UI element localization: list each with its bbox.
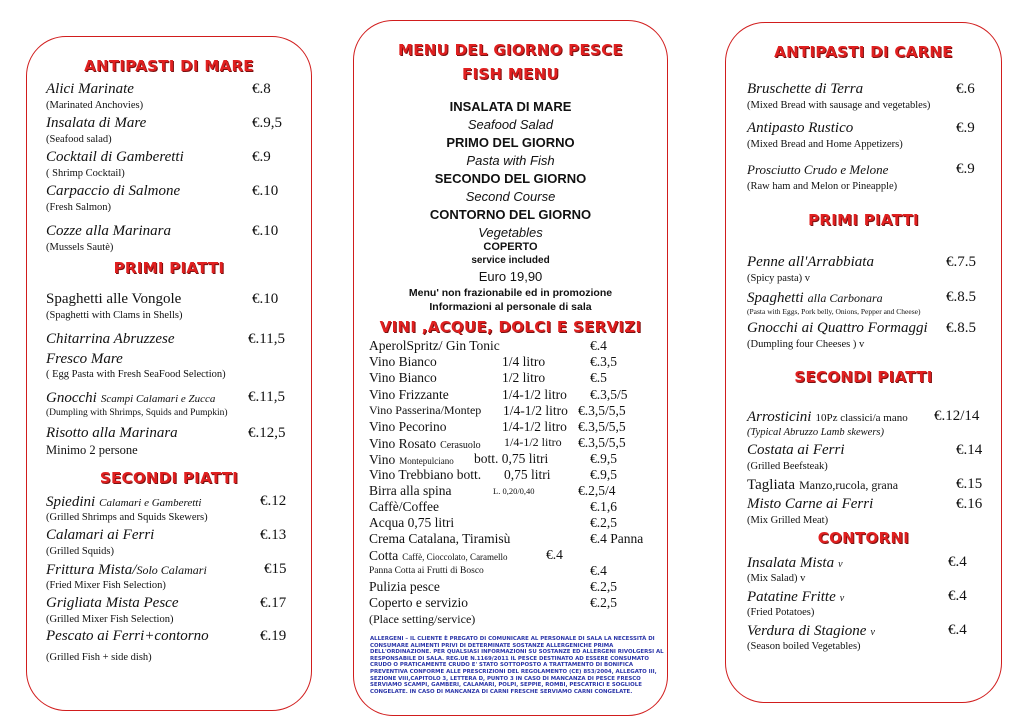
- menu-item-price: €.9: [956, 161, 975, 177]
- menu-item-price: €.10: [252, 291, 279, 307]
- menu-item-name: Verdura di Stagione: [747, 623, 867, 639]
- course-desc: Second Course: [465, 189, 556, 204]
- drink-price: €.3,5/5: [590, 387, 628, 402]
- drink-price: €.4 Panna: [590, 531, 644, 546]
- drink-qty: 1/2 litro: [502, 370, 546, 385]
- menu-item-name: Patatine Fritte: [747, 589, 836, 605]
- menu-item-price: €.8: [252, 81, 271, 97]
- menu-item-desc: (Mixed Bread and Home Appetizers): [747, 139, 903, 150]
- menu-item-name: Frittura Mista/: [46, 562, 137, 578]
- drink-name: Pulizia pesce: [369, 579, 440, 594]
- drink-qty: L. 0,20/0,40: [493, 486, 535, 496]
- coperto-label: COPERTO: [483, 241, 538, 253]
- menu-item-name-row: [46, 493, 201, 511]
- drink-name: Caffè/Coffee: [369, 499, 439, 514]
- menu-item-desc: (Dumpling with Shrimps, Squids and Pumpkin): [46, 408, 228, 418]
- drink-name: Cotta: [369, 548, 399, 563]
- menu-item-desc: (Mixed Bread with sausage and vegetables): [747, 100, 931, 111]
- menu-item-name-row: [747, 289, 883, 307]
- course-desc: Seafood Salad: [467, 117, 554, 132]
- drink-name: (Place setting/service): [369, 612, 476, 626]
- menu-item-name: Gnocchi ai Quattro Formaggi: [747, 320, 928, 336]
- drink-qty: 0,75 litri: [504, 467, 551, 482]
- menu-item-price: €.12,5: [248, 425, 286, 441]
- drink-qty: bott. 0,75 litri: [474, 451, 549, 466]
- menu-item-price: €.11,5: [248, 331, 285, 347]
- menu-item-name-row: [747, 622, 875, 640]
- menu-item-desc: (Pasta with Eggs, Pork belly, Onions, Pepper and Cheese): [747, 307, 921, 316]
- menu-item-name: Cozze alla Marinara: [46, 223, 172, 239]
- drink-price: €.3,5/5,5: [578, 419, 626, 434]
- section-title-contorni: CONTORNI: [817, 529, 910, 547]
- menu-item-name: Insalata Mista: [747, 555, 835, 571]
- menu-item-desc: (Seafood salad): [46, 134, 112, 145]
- menu-item-name: Penne all'Arrabbiata: [747, 254, 874, 270]
- menu-item-price: €.12/14: [934, 408, 980, 424]
- menu-item-name-detail: Calamari e Gamberetti: [99, 497, 202, 509]
- menu-panel-right: [725, 22, 1002, 703]
- course-desc: Vegetables: [478, 225, 543, 240]
- menu-item-name: Spaghetti: [747, 290, 804, 306]
- menu-item-name: Chitarrina Abruzzese: [46, 331, 175, 347]
- menu-item-price: €.12: [260, 493, 287, 509]
- menu-item-desc: ( Shrimp Cocktail): [46, 168, 125, 179]
- menu-item-price: €.9: [252, 149, 271, 165]
- menu-item-name: Bruschette di Terra: [747, 81, 864, 97]
- section-title-antipasti-carne: ANTIPASTI DI CARNE: [774, 43, 953, 61]
- drink-name-detail: Montepulciano: [399, 456, 454, 466]
- veg-mark: v: [839, 593, 845, 604]
- section-title-secondi: SECONDI PIATTI: [794, 368, 933, 386]
- menu-item-name-row: [46, 561, 207, 579]
- menu-item-name-detail: Manzo,rucola, grana: [799, 478, 899, 492]
- menu-item-price: €.8.5: [946, 289, 976, 305]
- drink-price: €.2,5: [590, 515, 617, 530]
- menu-item-price: €.10: [252, 223, 279, 239]
- menu-item-name-detail: Solo Calamari: [136, 563, 207, 577]
- drink-qty: 1/4-1/2 litro: [502, 387, 567, 402]
- menu-item-desc: (Fresh Salmon): [46, 202, 112, 213]
- menu-item-name-detail: alla Carbonara: [807, 291, 883, 305]
- menu-item-price: €.7.5: [946, 254, 976, 270]
- menu-item-price: €.11,5: [248, 389, 285, 405]
- menu-item-name: Antipasto Rustico: [747, 120, 854, 136]
- menu-item-price: €.4: [948, 554, 967, 570]
- menu-item-name: Calamari ai Ferri: [46, 527, 155, 543]
- drink-name: Vino Bianco: [369, 354, 437, 369]
- drink-price: €.2,5: [590, 579, 617, 594]
- menu-item-name: Arrosticini: [747, 409, 812, 425]
- menu-item-desc: (Grilled Mixer Fish Selection): [46, 614, 174, 625]
- menu-item-price: €.4: [948, 588, 967, 604]
- section-title-primi: PRIMI PIATTI: [808, 211, 919, 229]
- drink-name: Coperto e servizio: [369, 595, 468, 610]
- drink-price: €.2,5: [590, 595, 617, 610]
- veg-mark: v: [838, 559, 843, 570]
- menu-item-name: Costata ai Ferri: [747, 442, 845, 458]
- course-name: SECONDO DEL GIORNO: [434, 171, 587, 186]
- drink-name: Birra alla spina: [369, 483, 452, 498]
- menu-item-desc: (Grilled Shrimps and Squids Skewers): [46, 512, 208, 523]
- menu-item-name-row: [747, 408, 908, 426]
- menu-item-name: Alici Marinate: [46, 81, 134, 97]
- drink-price: €.9,5: [590, 451, 617, 466]
- menu-panel-left: [26, 36, 312, 711]
- menu-item-name: Prosciutto Crudo e Melone: [747, 162, 889, 177]
- course-name: INSALATA DI MARE: [449, 99, 572, 114]
- drink-name: Vino Rosato: [369, 436, 437, 451]
- menu-item-desc: (Mussels Sautè): [46, 242, 114, 253]
- drink-price: €.3,5/5,5: [578, 403, 626, 418]
- drink-qty: 1/4 litro: [502, 354, 546, 369]
- menu-item-desc: (Grilled Squids): [46, 546, 114, 557]
- drink-name-row: [369, 547, 508, 565]
- menu-item-desc: Minimo 2 persone: [46, 443, 138, 457]
- section-title-menu-giorno: MENU DEL GIORNO PESCE: [398, 41, 623, 59]
- drink-name-detail: Cerasuolo: [440, 440, 481, 451]
- menu-item-name: Insalata di Mare: [46, 115, 147, 131]
- section-title-fish-menu: FISH MENU: [461, 65, 559, 83]
- menu-item-name-detail: 10Pz classici/a mano: [815, 412, 908, 424]
- drink-name: Vino Trebbiano bott.: [369, 467, 482, 482]
- course-desc: Pasta with Fish: [466, 153, 555, 168]
- menu-item-price: €.19: [260, 628, 287, 644]
- menu-item-name: Carpaccio di Salmone: [46, 183, 181, 199]
- menu-item-desc: (Spaghetti with Clams in Shells): [46, 310, 183, 321]
- menu-item-name: Pescato ai Ferri+contorno: [46, 628, 209, 644]
- drink-price: €.1,6: [590, 499, 617, 514]
- drink-qty: 1/4-1/2 litro: [504, 435, 562, 449]
- menu-item-name-row: [46, 389, 215, 407]
- menu-item-desc: (Spicy pasta) v: [747, 273, 810, 284]
- menu-item-price: €.13: [260, 527, 287, 543]
- section-title-secondi: SECONDI PIATTI: [99, 469, 239, 487]
- menu-item-price: €.6: [956, 81, 975, 97]
- menu-item-name: Risotto alla Marinara: [46, 425, 178, 441]
- drink-price: €.3,5: [590, 354, 617, 369]
- drink-price: €.5: [590, 370, 607, 385]
- menu-item-name: Cocktail di Gamberetti: [46, 149, 184, 165]
- menu-item-price: €.8.5: [946, 320, 976, 336]
- menu-item-price: €.10: [252, 183, 279, 199]
- menu-item-name-row: [747, 588, 844, 606]
- menu-item-name: Misto Carne ai Ferri: [747, 496, 874, 512]
- drink-price: €.4: [590, 338, 607, 353]
- menu-item-name-row: [747, 476, 898, 494]
- drink-name: Vino: [369, 452, 396, 467]
- menu-item-price: €.9: [956, 120, 975, 136]
- drink-name: Crema Catalana, Tiramisù: [369, 531, 511, 546]
- veg-mark: v: [870, 627, 875, 638]
- drink-price: €.4: [590, 563, 607, 578]
- menu-item-desc: (Fried Mixer Fish Selection): [46, 580, 166, 591]
- menu-item-desc: (Season boiled Vegetables): [747, 641, 861, 652]
- drink-name: Vino Frizzante: [369, 387, 449, 402]
- menu-item-name-row: [747, 554, 843, 572]
- section-title-primi: PRIMI PIATTI: [113, 259, 225, 277]
- info-note: Informazioni al personale di sala: [429, 301, 592, 313]
- menu-item-name-detail: Scampi Calamari e Zucca: [100, 393, 216, 405]
- drink-price: €.9,5: [590, 467, 617, 482]
- drink-qty: 1/4-1/2 litro: [503, 403, 568, 418]
- drink-name: Vino Pecorino: [369, 419, 447, 434]
- menu-item-name: Spiedini: [46, 494, 96, 510]
- drink-name-detail: Caffè, Cioccolato, Caramello: [402, 552, 508, 562]
- drink-price: €.3,5/5,5: [578, 435, 626, 450]
- menu-item-price: €.16: [956, 496, 983, 512]
- allergen-notice: ALLERGENI – IL CLIENTE È PREGATO DI COMUNICARE AL PERSONALE DI SALA LA NECESSITÀ DI CONSUMARE ALIMENTI PRIVI DI DETERMINATE SOSTANZE ALLERGENICHE PRIMA DELL'ORDINAZIONE. PER QUALSIASI INFORMAZIONI SU SOSTANZE ED ALLERGENI RIVOLGERSI AL RESPONSABILE DI SALA. REG.UE N.1169/2011 IL PESCE DESTINATO AD ESSERE CONSUMATO CRUDO O PRATICAMENTE CRUDO E' STATO SOTTOPOSTO A TRATTAMENTO DI BONIFICA PREVENTIVA CONFORME ALLE PRESCRIZIONI DEL REGOLAMENTO (CE) 853/2004, ALLEGATO III, SEZIONE VIII,CAPITOLO 3, LETTERA D, PUNTO 3 IN CASO DI MANCANZA DI PESCE FRESCO SERVIAMO SCAMPI, GAMBERI, CALAMARI, POLPI, SEPPIE, ROMBI, PESCATRICI E SOGLIOLE CONGELATE. IN CASO DI MANCANZA DI CARNI FRESCHE SERVIAMO CARNI CONGELATE.: [370, 636, 664, 695]
- menu-item-price: €.14: [956, 442, 983, 458]
- drink-qty: 1/4-1/2 litro: [502, 419, 567, 434]
- menu-item-desc: (Mix Grilled Meat): [747, 515, 829, 526]
- section-title-vini: VINI ,ACQUE, DOLCI E SERVIZI: [379, 318, 642, 336]
- drink-name: Vino Passerina/Montep: [369, 403, 482, 417]
- menu-price: Euro 19,90: [478, 269, 543, 284]
- promo-note: Menu' non frazionabile ed in promozione: [408, 287, 613, 299]
- menu-item-desc: (Typical Abruzzo Lamb skewers): [747, 427, 884, 438]
- menu-item-name: Grigliata Mista Pesce: [46, 595, 179, 611]
- menu-item-desc: (Raw ham and Melon or Pineapple): [747, 181, 898, 192]
- menu-item-name: Tagliata: [747, 477, 796, 493]
- drink-name: AperolSpritz/ Gin Tonic: [369, 338, 500, 353]
- drink-price: €.2,5/4: [578, 483, 616, 498]
- menu-panel-middle: [353, 20, 668, 716]
- drink-name: Acqua 0,75 litri: [369, 515, 455, 530]
- menu-item-desc: ( Egg Pasta with Fresh SeaFood Selection): [46, 369, 226, 380]
- menu-item-desc: (Grilled Fish + side dish): [46, 652, 152, 663]
- section-title-antipasti-mare: ANTIPASTI DI MARE: [84, 57, 254, 75]
- menu-item-price: €.17: [260, 595, 287, 611]
- menu-item-name: Gnocchi: [46, 390, 97, 406]
- drink-name: Vino Bianco: [369, 370, 437, 385]
- menu-item-price: €.15: [956, 476, 983, 492]
- course-name: PRIMO DEL GIORNO: [446, 135, 575, 150]
- menu-item-price: €.9,5: [252, 115, 282, 131]
- menu-item-price: €.4: [948, 622, 967, 638]
- drink-price: €.4: [546, 547, 563, 562]
- menu-item-name: Spaghetti alle Vongole: [46, 291, 182, 307]
- menu-item-desc: (Dumpling four Cheeses ) v: [747, 339, 865, 350]
- menu-item-desc: (Grilled Beefsteak): [747, 461, 828, 472]
- menu-item-name-line2: Fresco Mare: [46, 351, 123, 367]
- menu-item-desc: (Fried Potatoes): [747, 607, 815, 618]
- drink-name-detail: Panna Cotta ai Frutti di Bosco: [369, 566, 484, 576]
- service-note: service included: [471, 255, 550, 266]
- course-name: CONTORNO DEL GIORNO: [429, 207, 592, 222]
- menu-item-desc: (Marinated Anchovies): [46, 100, 144, 111]
- menu-item-price: €15: [264, 561, 287, 577]
- menu-item-desc: (Mix Salad) v: [747, 573, 806, 584]
